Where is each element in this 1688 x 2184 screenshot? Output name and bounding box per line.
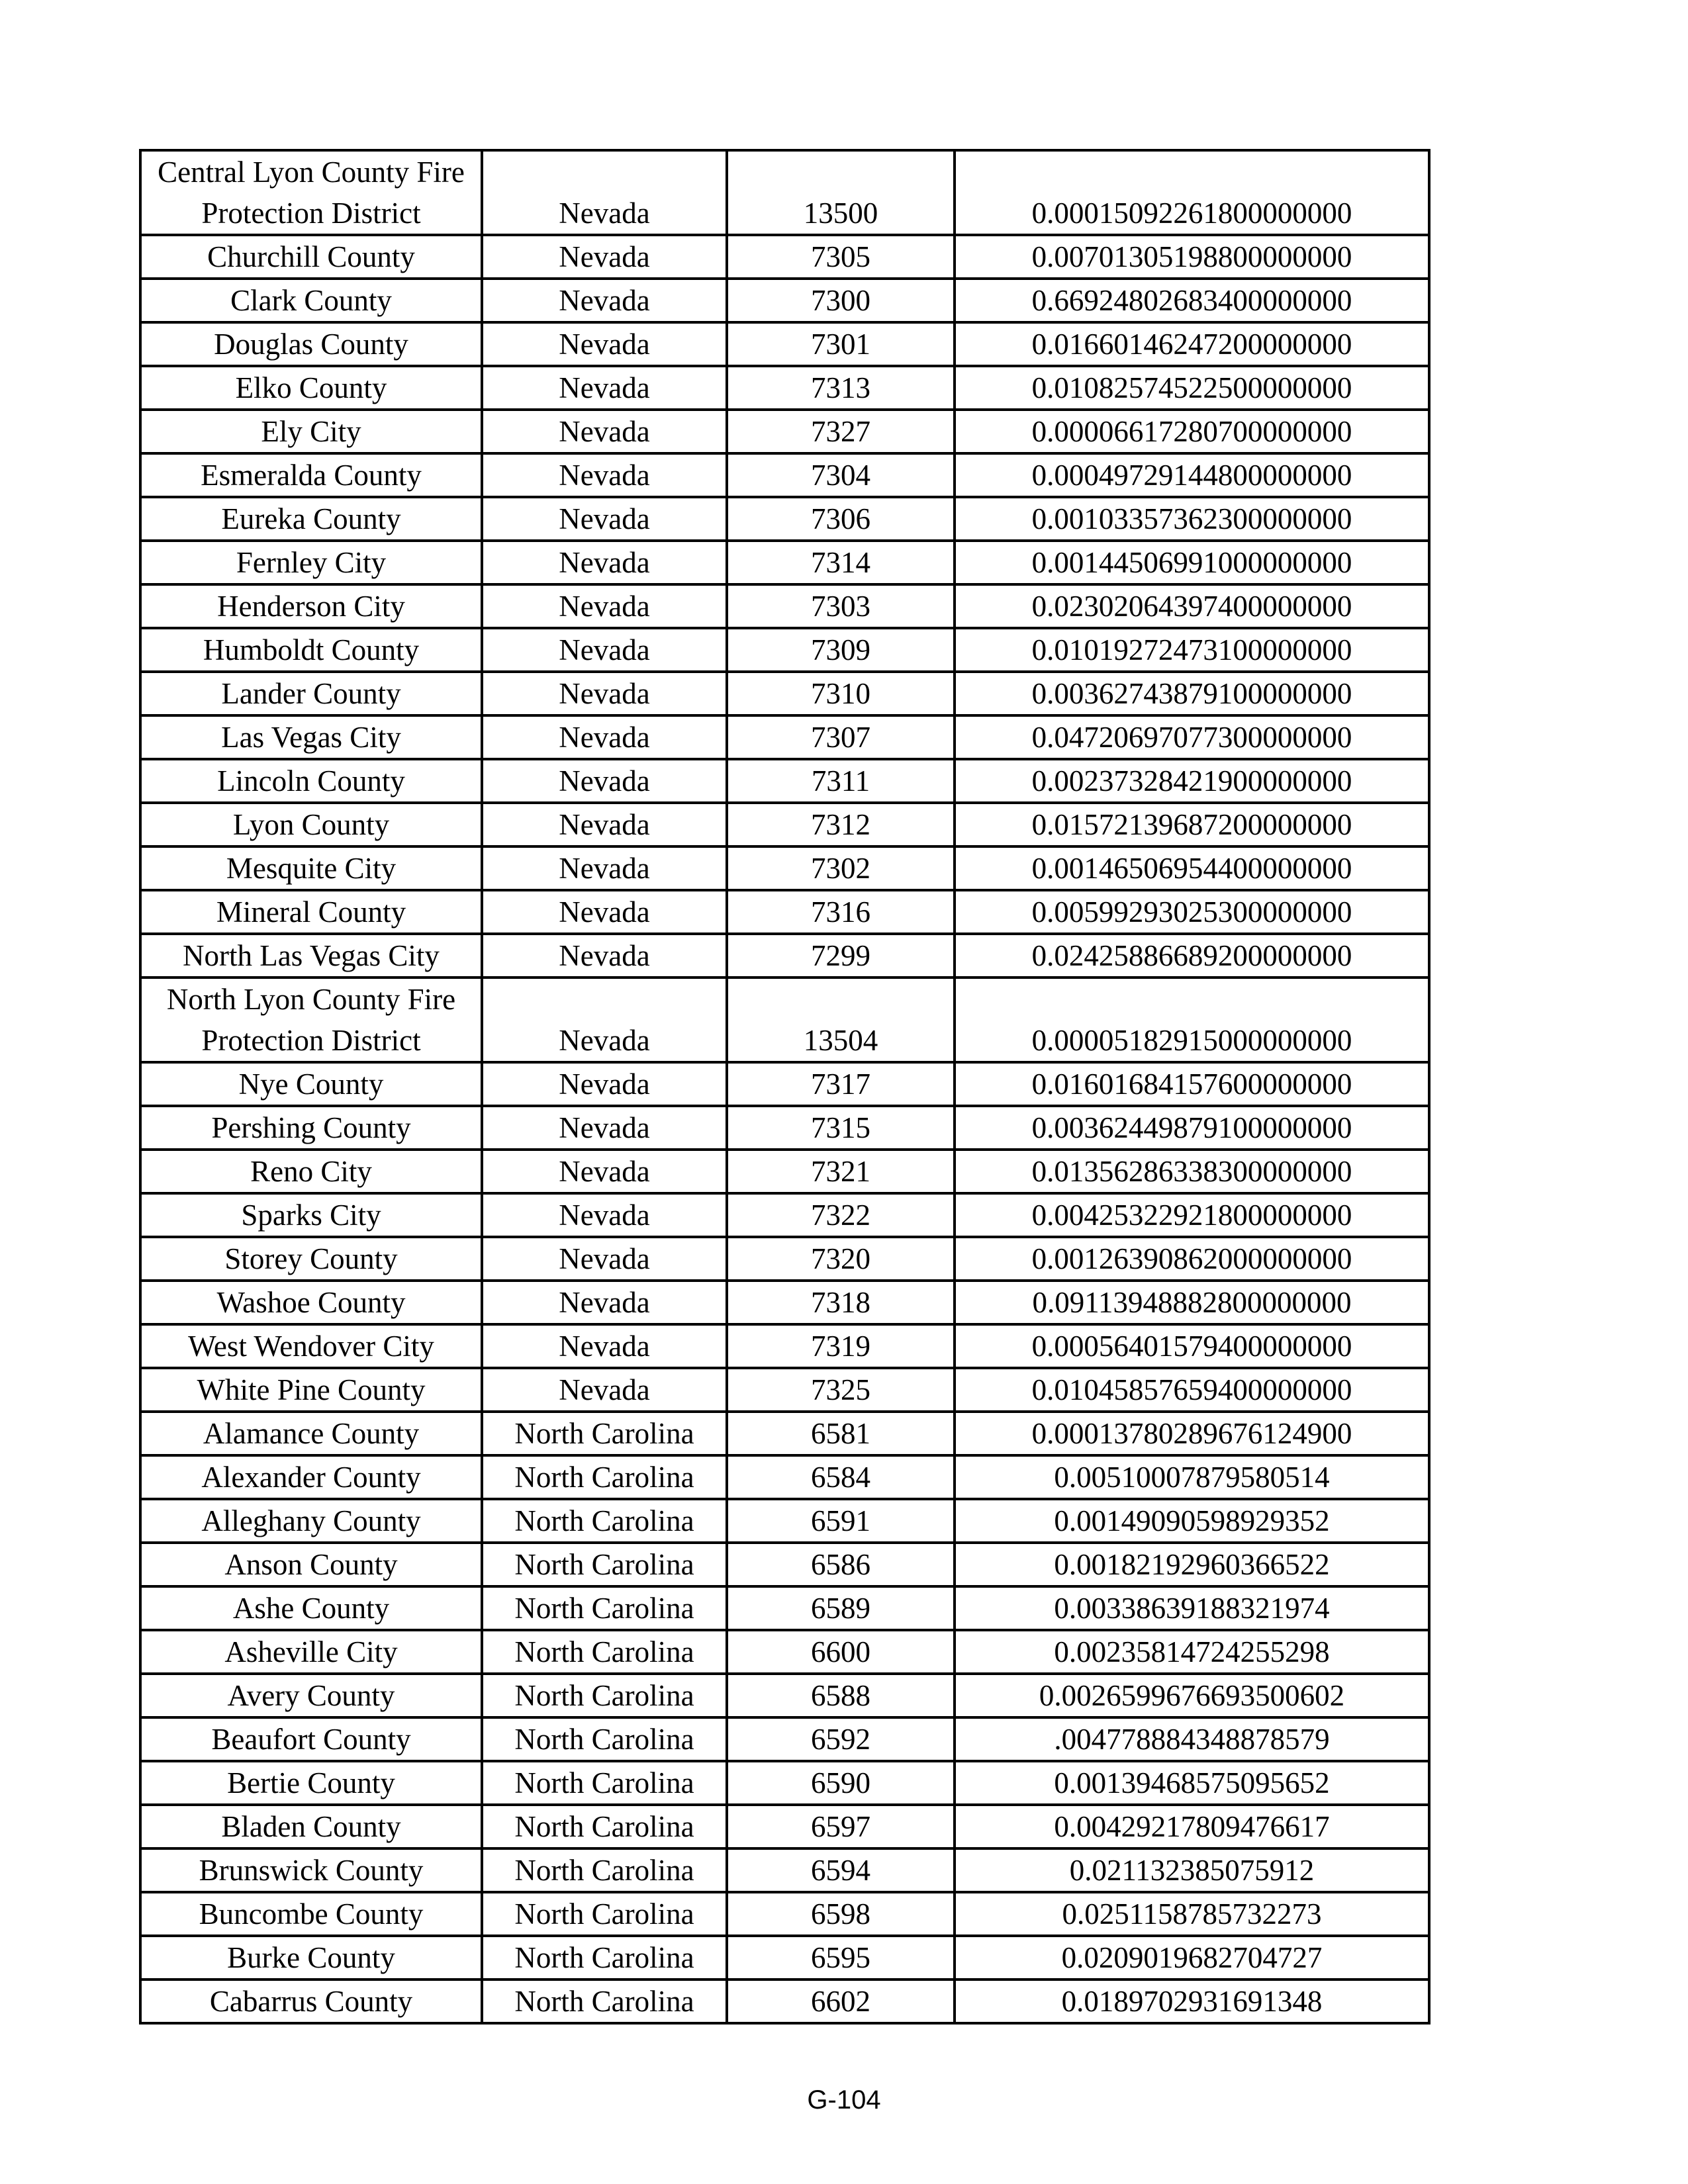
- allocation-percentage-cell: 0.00103357362300000000: [955, 497, 1429, 541]
- table-row: [140, 584, 1429, 628]
- government-name-cell: Asheville City: [140, 1630, 482, 1674]
- government-name-cell: Elko County: [140, 366, 482, 410]
- table-row: [140, 541, 1429, 584]
- state-cell: Nevada: [482, 150, 727, 235]
- allocation-percentage-cell: 0.00146506954400000000: [955, 846, 1429, 890]
- table-row: [140, 1630, 1429, 1674]
- state-cell: Nevada: [482, 1324, 727, 1368]
- code-cell: 6589: [727, 1586, 955, 1630]
- state-cell: Nevada: [482, 934, 727, 978]
- government-name-cell: Central Lyon County Fire Protection District: [140, 150, 482, 235]
- allocation-percentage-cell: 0.09113948882800000000: [955, 1281, 1429, 1324]
- state-cell: Nevada: [482, 978, 727, 1062]
- state-cell: Nevada: [482, 1062, 727, 1106]
- state-cell: Nevada: [482, 279, 727, 322]
- government-name-cell: Alexander County: [140, 1455, 482, 1499]
- government-name-cell: Sparks City: [140, 1193, 482, 1237]
- allocation-percentage-cell: 0.00013780289676124900: [955, 1412, 1429, 1455]
- state-cell: North Carolina: [482, 1761, 727, 1805]
- government-name-cell: Alleghany County: [140, 1499, 482, 1543]
- government-name-cell: White Pine County: [140, 1368, 482, 1412]
- government-name-cell: Ely City: [140, 410, 482, 453]
- table-row: [140, 1848, 1429, 1892]
- code-cell: 7320: [727, 1237, 955, 1281]
- table-row: [140, 672, 1429, 715]
- table-row: [140, 715, 1429, 759]
- government-name-cell: Humboldt County: [140, 628, 482, 672]
- state-cell: North Carolina: [482, 1717, 727, 1761]
- state-cell: North Carolina: [482, 1455, 727, 1499]
- allocation-percentage-cell: 0.00701305198800000000: [955, 235, 1429, 279]
- government-name-cell: Douglas County: [140, 322, 482, 366]
- table-row: [140, 1455, 1429, 1499]
- state-cell: Nevada: [482, 235, 727, 279]
- government-name-cell: Anson County: [140, 1543, 482, 1586]
- table-row: [140, 1062, 1429, 1106]
- table-row: [140, 1805, 1429, 1848]
- government-name-cell: Clark County: [140, 279, 482, 322]
- state-cell: Nevada: [482, 890, 727, 934]
- government-name-cell: Nye County: [140, 1062, 482, 1106]
- code-cell: 6586: [727, 1543, 955, 1586]
- table-row: [140, 410, 1429, 453]
- table-row: [140, 1324, 1429, 1368]
- table-row: [140, 846, 1429, 890]
- allocation-percentage-cell: 0.01019272473100000000: [955, 628, 1429, 672]
- table-row: [140, 322, 1429, 366]
- code-cell: 6588: [727, 1674, 955, 1717]
- allocation-percentage-cell: 0.00510007879580514: [955, 1455, 1429, 1499]
- allocation-percentage-cell: 0.00049729144800000000: [955, 453, 1429, 497]
- allocation-percentage-cell: 0.00338639188321974: [955, 1586, 1429, 1630]
- government-name-cell: Washoe County: [140, 1281, 482, 1324]
- state-cell: Nevada: [482, 366, 727, 410]
- state-cell: Nevada: [482, 322, 727, 366]
- government-name-cell: Burke County: [140, 1936, 482, 1979]
- state-cell: Nevada: [482, 759, 727, 803]
- government-name-cell: Avery County: [140, 1674, 482, 1717]
- allocation-percentage-cell: 0.00362449879100000000: [955, 1106, 1429, 1150]
- allocation-percentage-cell: 0.00235814724255298: [955, 1630, 1429, 1674]
- table-row: [140, 1761, 1429, 1805]
- government-name-cell: Cabarrus County: [140, 1979, 482, 2023]
- government-name-cell: Esmeralda County: [140, 453, 482, 497]
- allocation-table: [139, 149, 1430, 2025]
- allocation-percentage-cell: 0.00056401579400000000: [955, 1324, 1429, 1368]
- government-name-cell: Lyon County: [140, 803, 482, 846]
- table-row: [140, 1979, 1429, 2023]
- page-number: G-104: [807, 2085, 881, 2115]
- allocation-percentage-cell: 0.01045857659400000000: [955, 1368, 1429, 1412]
- state-cell: Nevada: [482, 497, 727, 541]
- allocation-percentage-cell: 0.00429217809476617: [955, 1805, 1429, 1848]
- code-cell: 7309: [727, 628, 955, 672]
- table-row: [140, 628, 1429, 672]
- code-cell: 7310: [727, 672, 955, 715]
- government-name-cell: North Las Vegas City: [140, 934, 482, 978]
- allocation-percentage-cell: 0.04720697077300000000: [955, 715, 1429, 759]
- allocation-percentage-cell: 0.00015092261800000000: [955, 150, 1429, 235]
- allocation-percentage-cell: 0.00362743879100000000: [955, 672, 1429, 715]
- table-row: [140, 1368, 1429, 1412]
- allocation-percentage-cell: 0.0026599676693500602: [955, 1674, 1429, 1717]
- code-cell: 7304: [727, 453, 955, 497]
- code-cell: 6590: [727, 1761, 955, 1805]
- state-cell: Nevada: [482, 1193, 727, 1237]
- allocation-percentage-cell: 0.66924802683400000000: [955, 279, 1429, 322]
- allocation-percentage-cell: .004778884348878579: [955, 1717, 1429, 1761]
- state-cell: Nevada: [482, 1106, 727, 1150]
- code-cell: 7318: [727, 1281, 955, 1324]
- code-cell: 6595: [727, 1936, 955, 1979]
- state-cell: Nevada: [482, 628, 727, 672]
- government-name-cell: Beaufort County: [140, 1717, 482, 1761]
- state-cell: Nevada: [482, 1368, 727, 1412]
- code-cell: 7322: [727, 1193, 955, 1237]
- table-row: [140, 1106, 1429, 1150]
- code-cell: 7307: [727, 715, 955, 759]
- state-cell: North Carolina: [482, 1805, 727, 1848]
- state-cell: North Carolina: [482, 1936, 727, 1979]
- code-cell: 7316: [727, 890, 955, 934]
- table-row: [140, 890, 1429, 934]
- state-cell: Nevada: [482, 410, 727, 453]
- government-name-cell: Lincoln County: [140, 759, 482, 803]
- allocation-percentage-cell: 0.00425322921800000000: [955, 1193, 1429, 1237]
- government-name-cell: Alamance County: [140, 1412, 482, 1455]
- government-name-cell: Ashe County: [140, 1586, 482, 1630]
- state-cell: Nevada: [482, 453, 727, 497]
- table-row: [140, 978, 1429, 1062]
- allocation-percentage-cell: 0.00182192960366522: [955, 1543, 1429, 1586]
- government-name-cell: West Wendover City: [140, 1324, 482, 1368]
- government-name-cell: Reno City: [140, 1150, 482, 1193]
- code-cell: 6591: [727, 1499, 955, 1543]
- table-row: [140, 803, 1429, 846]
- allocation-percentage-cell: 0.00599293025300000000: [955, 890, 1429, 934]
- table-row: [140, 279, 1429, 322]
- code-cell: 7303: [727, 584, 955, 628]
- table-row: [140, 235, 1429, 279]
- code-cell: 6598: [727, 1892, 955, 1936]
- allocation-percentage-cell: 0.00144506991000000000: [955, 541, 1429, 584]
- government-name-cell: Churchill County: [140, 235, 482, 279]
- allocation-percentage-cell: 0.00139468575095652: [955, 1761, 1429, 1805]
- government-name-cell: North Lyon County Fire Protection District: [140, 978, 482, 1062]
- allocation-percentage-cell: 0.01660146247200000000: [955, 322, 1429, 366]
- government-name-cell: Brunswick County: [140, 1848, 482, 1892]
- code-cell: 13500: [727, 150, 955, 235]
- state-cell: Nevada: [482, 1150, 727, 1193]
- table-row: [140, 1717, 1429, 1761]
- state-cell: Nevada: [482, 1281, 727, 1324]
- allocation-percentage-cell: 0.021132385075912: [955, 1848, 1429, 1892]
- allocation-percentage-cell: 0.02302064397400000000: [955, 584, 1429, 628]
- allocation-percentage-cell: 0.01082574522500000000: [955, 366, 1429, 410]
- code-cell: 7306: [727, 497, 955, 541]
- state-cell: North Carolina: [482, 1979, 727, 2023]
- code-cell: 7299: [727, 934, 955, 978]
- code-cell: 7314: [727, 541, 955, 584]
- code-cell: 7327: [727, 410, 955, 453]
- government-name-cell: Mesquite City: [140, 846, 482, 890]
- code-cell: 6600: [727, 1630, 955, 1674]
- government-name-cell: Storey County: [140, 1237, 482, 1281]
- table-row: [140, 1543, 1429, 1586]
- state-cell: Nevada: [482, 846, 727, 890]
- allocation-percentage-cell: 0.01601684157600000000: [955, 1062, 1429, 1106]
- allocation-percentage-cell: 0.00237328421900000000: [955, 759, 1429, 803]
- code-cell: 6584: [727, 1455, 955, 1499]
- table-row: [140, 1936, 1429, 1979]
- code-cell: 7302: [727, 846, 955, 890]
- state-cell: Nevada: [482, 803, 727, 846]
- table-row: [140, 1586, 1429, 1630]
- allocation-table-body: [140, 150, 1429, 2023]
- code-cell: 7325: [727, 1368, 955, 1412]
- state-cell: North Carolina: [482, 1543, 727, 1586]
- code-cell: 7315: [727, 1106, 955, 1150]
- government-name-cell: Las Vegas City: [140, 715, 482, 759]
- allocation-percentage-cell: 0.00149090598929352: [955, 1499, 1429, 1543]
- code-cell: 7300: [727, 279, 955, 322]
- table-row: [140, 934, 1429, 978]
- table-row: [140, 497, 1429, 541]
- government-name-cell: Pershing County: [140, 1106, 482, 1150]
- government-name-cell: Henderson City: [140, 584, 482, 628]
- code-cell: 6602: [727, 1979, 955, 2023]
- table-row: [140, 1412, 1429, 1455]
- state-cell: North Carolina: [482, 1412, 727, 1455]
- table-row: [140, 366, 1429, 410]
- state-cell: Nevada: [482, 715, 727, 759]
- state-cell: North Carolina: [482, 1499, 727, 1543]
- government-name-cell: Bertie County: [140, 1761, 482, 1805]
- allocation-percentage-cell: 0.01572139687200000000: [955, 803, 1429, 846]
- table-row: [140, 1237, 1429, 1281]
- government-name-cell: Buncombe County: [140, 1892, 482, 1936]
- state-cell: Nevada: [482, 541, 727, 584]
- code-cell: 6592: [727, 1717, 955, 1761]
- state-cell: Nevada: [482, 1237, 727, 1281]
- code-cell: 13504: [727, 978, 955, 1062]
- allocation-percentage-cell: 0.00005182915000000000: [955, 978, 1429, 1062]
- code-cell: 7317: [727, 1062, 955, 1106]
- code-cell: 7319: [727, 1324, 955, 1368]
- table-row: [140, 1150, 1429, 1193]
- state-cell: Nevada: [482, 584, 727, 628]
- code-cell: 7305: [727, 235, 955, 279]
- code-cell: 7312: [727, 803, 955, 846]
- state-cell: North Carolina: [482, 1848, 727, 1892]
- code-cell: 7321: [727, 1150, 955, 1193]
- state-cell: North Carolina: [482, 1630, 727, 1674]
- table-row: [140, 150, 1429, 235]
- government-name-cell: Fernley City: [140, 541, 482, 584]
- government-name-cell: Lander County: [140, 672, 482, 715]
- allocation-percentage-cell: 0.00006617280700000000: [955, 410, 1429, 453]
- allocation-percentage-cell: 0.0251158785732273: [955, 1892, 1429, 1936]
- table-row: [140, 1193, 1429, 1237]
- code-cell: 7313: [727, 366, 955, 410]
- table-row: [140, 1892, 1429, 1936]
- allocation-percentage-cell: 0.0189702931691348: [955, 1979, 1429, 2023]
- state-cell: North Carolina: [482, 1892, 727, 1936]
- table-row: [140, 1499, 1429, 1543]
- code-cell: 6581: [727, 1412, 955, 1455]
- allocation-percentage-cell: 0.0209019682704727: [955, 1936, 1429, 1979]
- code-cell: 7301: [727, 322, 955, 366]
- table-row: [140, 1281, 1429, 1324]
- state-cell: North Carolina: [482, 1586, 727, 1630]
- state-cell: Nevada: [482, 672, 727, 715]
- table-row: [140, 1674, 1429, 1717]
- table-row: [140, 759, 1429, 803]
- state-cell: North Carolina: [482, 1674, 727, 1717]
- allocation-percentage-cell: 0.00126390862000000000: [955, 1237, 1429, 1281]
- government-name-cell: Mineral County: [140, 890, 482, 934]
- government-name-cell: Eureka County: [140, 497, 482, 541]
- code-cell: 7311: [727, 759, 955, 803]
- allocation-percentage-cell: 0.02425886689200000000: [955, 934, 1429, 978]
- allocation-percentage-cell: 0.01356286338300000000: [955, 1150, 1429, 1193]
- code-cell: 6597: [727, 1805, 955, 1848]
- table-row: [140, 453, 1429, 497]
- code-cell: 6594: [727, 1848, 955, 1892]
- government-name-cell: Bladen County: [140, 1805, 482, 1848]
